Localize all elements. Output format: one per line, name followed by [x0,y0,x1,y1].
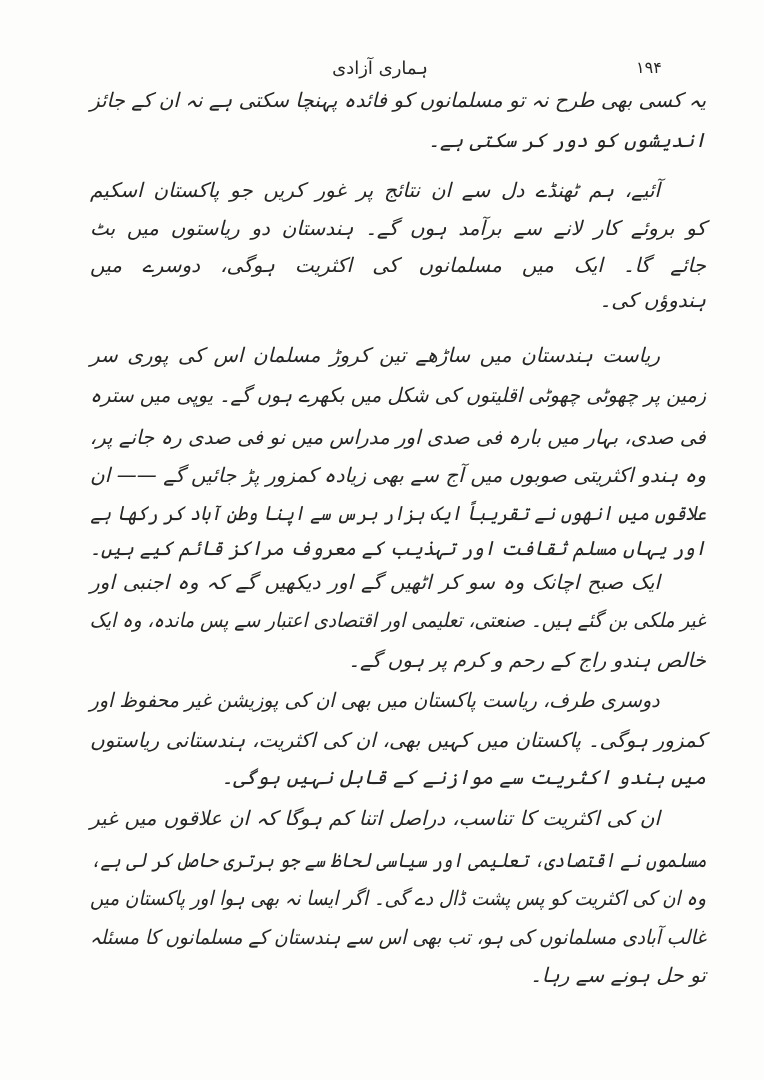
text-line: خالص ہندو راج کے رحم و کرم پر ہوں گے۔ [348,648,706,672]
text-line: غیر ملکی بن گئے ہیں۔ صنعتی، تعلیمی اور اقتصادی اعتبار سے پس ماندہ، وہ ایک [90,608,706,632]
text-line: زمین پر چھوٹی چھوٹی اقلیتوں کی شکل میں بکھرے ہوں گے۔ یوپی میں سترہ [90,383,706,407]
text-line: اور یہاں مسلم ثقافت اور تہذیب کے معروف مراکز قائم کیے ہیں۔ [90,536,706,560]
text-line: غالب آبادی مسلمانوں کی ہو، تب بھی اس سے ہندستان کے مسلمانوں کا مسئلہ [90,925,706,949]
text-line: ہندوؤں کی۔ [599,288,706,312]
text-line: فی صدی، بہار میں بارہ فی صدی اور مدراس میں نو فی صدی رہ جانے پر، [90,425,706,449]
text-line: یہ کسی بھی طرح نہ تو مسلمانوں کو فائدہ پہنچا سکتی ہے نہ ان کے جائز [90,88,706,112]
text-line: جائے گا۔ ایک میں مسلمانوں کی اکثریت ہوگی، دوسرے میں [90,253,706,277]
text-line: وہ ہندو اکثریتی صوبوں میں آج سے بھی زیادہ کمزور پڑ جائیں گے —— ان [90,463,706,487]
text-line: علاقوں میں انھوں نے تقریباً ایک ہزار برس سے اپنا وطن آباد کر رکھا ہے [90,501,706,525]
text-line: دوسری طرف، ریاست پاکستان میں بھی ان کی پوزیشن غیر محفوظ اور [90,688,660,712]
text-line: تو حل ہونے سے رہا۔ [530,963,706,987]
text-line: کو بروئے کار لانے سے برآمد ہوں گے۔ ہندستان دو ریاستوں میں بٹ [90,216,706,240]
text-line: وہ ان کی اکثریت کو پس پشت ڈال دے گی۔ اگر ایسا نہ بھی ہوا اور پاکستان میں [90,886,706,910]
text-line: مسلموں نے اقتصادی، تعلیمی اور سیاسی لحاظ سے جو برتری حاصل کر لی ہے، [90,848,706,872]
text-line: میں ہندو اکثریت سے موازنے کے قابل نہیں ہوگی۔ [221,765,706,789]
text-line: ایک صبح اچانک وہ سو کر اٹھیں گے اور دیکھیں گے کہ وہ اجنبی اور [90,570,660,594]
text-line: ان کی اکثریت کا تناسب، دراصل اتنا کم ہوگا کہ ان علاقوں میں غیر [90,806,660,830]
text-line: کمزور ہوگی۔ پاکستان میں کہیں بھی، ان کی اکثریت، ہندستانی ریاستوں [90,728,706,752]
text-line: اندیشوں کو دور کر سکتی ہے۔ [428,128,706,152]
page-title: ہماری آزادی [332,58,428,79]
page-number: ۱۹۴ [636,58,662,77]
text-line: ریاست ہندستان میں ساڑھے تین کروڑ مسلمان اس کی پوری سر [90,343,660,367]
text-line: آئیے، ہم ٹھنڈے دل سے ان نتائج پر غور کریں جو پاکستان اسکیم [90,178,660,202]
